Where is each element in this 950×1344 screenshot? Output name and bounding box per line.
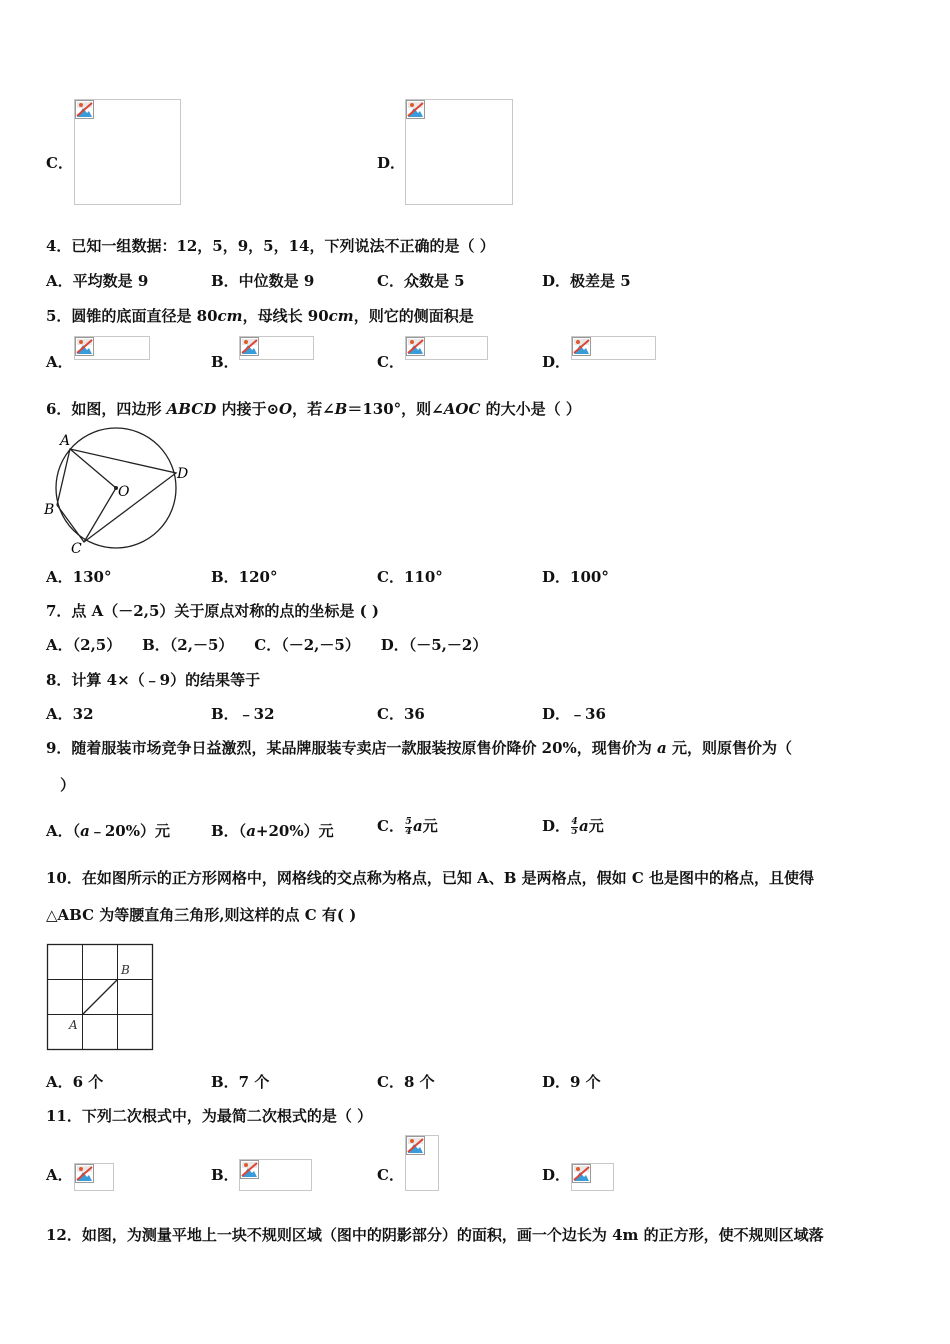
label-a: A xyxy=(69,1018,78,1032)
fraction-4-5: $\frac{4}{5}$ xyxy=(571,816,578,837)
q9-option-a: A．（a﹣20%）元 xyxy=(46,822,171,840)
q6-option-a: A．130° xyxy=(46,568,112,586)
q9-option-b: B．（a+20%）元 xyxy=(211,822,334,840)
q9-option-d: D． $\frac{4}{5}$ a元 xyxy=(542,816,604,837)
segment-ab xyxy=(83,980,118,1015)
question-6-text: 6．如图，四边形 ABCD 内接于⊙O，若∠B＝130°，则∠AOC 的大小是（ ） xyxy=(46,400,581,418)
q5-option-d-image xyxy=(571,336,656,360)
label-c: C xyxy=(71,541,82,557)
broken-image-icon xyxy=(240,337,259,356)
q4-option-a: A．平均数是 9 xyxy=(46,272,149,290)
broken-image-icon xyxy=(572,1164,591,1183)
q3-option-c-image xyxy=(74,99,181,205)
question-11-text: 11．下列二次根式中，为最简二次根式的是（ ） xyxy=(46,1107,373,1125)
q11-option-a-image xyxy=(74,1163,114,1191)
q6-option-c: C．110° xyxy=(377,568,443,586)
fraction-5-4: $\frac{5}{4}$ xyxy=(405,816,412,837)
q4-option-c: C．众数是 5 xyxy=(377,272,465,290)
q11-option-b-image xyxy=(239,1159,312,1191)
q4-option-d: D．极差是 5 xyxy=(542,272,631,290)
q5-option-b-image xyxy=(239,336,314,360)
q10-option-d: D．9 个 xyxy=(542,1073,601,1091)
broken-image-icon xyxy=(75,100,94,119)
q3-option-c: C． xyxy=(46,154,73,172)
q9-option-c: C． $\frac{5}{4}$ a元 xyxy=(377,816,438,837)
q8-option-b: B．﹣32 xyxy=(211,705,275,723)
question-10-text-line2: △ABC 为等腰直角三角形,则这样的点 C 有( ) xyxy=(46,906,357,924)
q8-option-a: A．32 xyxy=(46,705,94,723)
q6-option-b: B．120° xyxy=(211,568,278,586)
label-a: A xyxy=(60,433,71,449)
q6-circle-diagram xyxy=(40,425,200,560)
label-d: D xyxy=(177,466,189,482)
question-8-text: 8．计算 4×（﹣9）的结果等于 xyxy=(46,671,261,689)
label-b: B xyxy=(44,502,55,518)
broken-image-icon xyxy=(572,337,591,356)
q11-option-d-image xyxy=(571,1163,614,1191)
broken-image-icon xyxy=(75,1164,94,1183)
q6-option-d: D．100° xyxy=(542,568,609,586)
question-9-text: 9．随着服装市场竞争日益激烈，某品牌服装专卖店一款服装按原售价降价 20%，现售价为 a 元，则原售价为（ xyxy=(46,739,792,757)
question-10-text-line1: 10．在如图所示的正方形网格中，网格线的交点称为格点，已知 A、B 是两格点，假如 C 也是图中的格点，且使得 xyxy=(46,869,815,887)
q11-option-c: C． xyxy=(377,1166,404,1184)
q5-option-b: B． xyxy=(211,353,239,371)
q11-option-c-image xyxy=(405,1135,439,1191)
q10-option-a: A．6 个 xyxy=(46,1073,104,1091)
quadrilateral-abcd xyxy=(57,449,176,542)
q10-option-b: B．7 个 xyxy=(211,1073,270,1091)
q11-option-a: A． xyxy=(46,1166,73,1184)
q7-options: A．（2,5） B．（2,－5） C．（－2,－5） D．（－5,－2） xyxy=(46,636,488,654)
broken-image-icon xyxy=(75,337,94,356)
question-5-text: 5．圆锥的底面直径是 80cm，母线长 90cm，则它的侧面积是 xyxy=(46,307,474,325)
q5-option-a-image xyxy=(74,336,150,360)
q11-option-d: D． xyxy=(542,1166,571,1184)
broken-image-icon xyxy=(406,1136,425,1155)
q8-option-c: C．36 xyxy=(377,705,425,723)
q5-option-c-image xyxy=(405,336,488,360)
q4-option-b: B．中位数是 9 xyxy=(211,272,315,290)
q5-option-c: C． xyxy=(377,353,404,371)
q3-option-d-image xyxy=(405,99,513,205)
q10-option-c: C．8 个 xyxy=(377,1073,435,1091)
broken-image-icon xyxy=(406,100,425,119)
segment-co xyxy=(84,488,116,542)
q11-option-b: B． xyxy=(211,1166,239,1184)
q10-grid-diagram xyxy=(46,943,156,1053)
broken-image-icon xyxy=(406,337,425,356)
label-o: O xyxy=(118,484,130,500)
q5-option-d: D． xyxy=(542,353,571,371)
question-12-text: 12．如图，为测量平地上一块不规则区域（图中的阴影部分）的面积，画一个边长为 4m 的正方形，使不规则区域落 xyxy=(46,1226,824,1244)
question-4-text: 4．已知一组数据：12，5，9，5，14，下列说法不正确的是（ ） xyxy=(46,237,495,255)
label-b: B xyxy=(121,963,130,977)
q8-option-d: D．﹣36 xyxy=(542,705,606,723)
q3-option-d: D． xyxy=(377,154,406,172)
question-9-text-close: ） xyxy=(60,776,76,794)
q5-option-a: A． xyxy=(46,353,73,371)
question-7-text: 7．点 A（－2,5）关于原点对称的点的坐标是 ( ) xyxy=(46,602,380,620)
broken-image-icon xyxy=(240,1160,259,1179)
